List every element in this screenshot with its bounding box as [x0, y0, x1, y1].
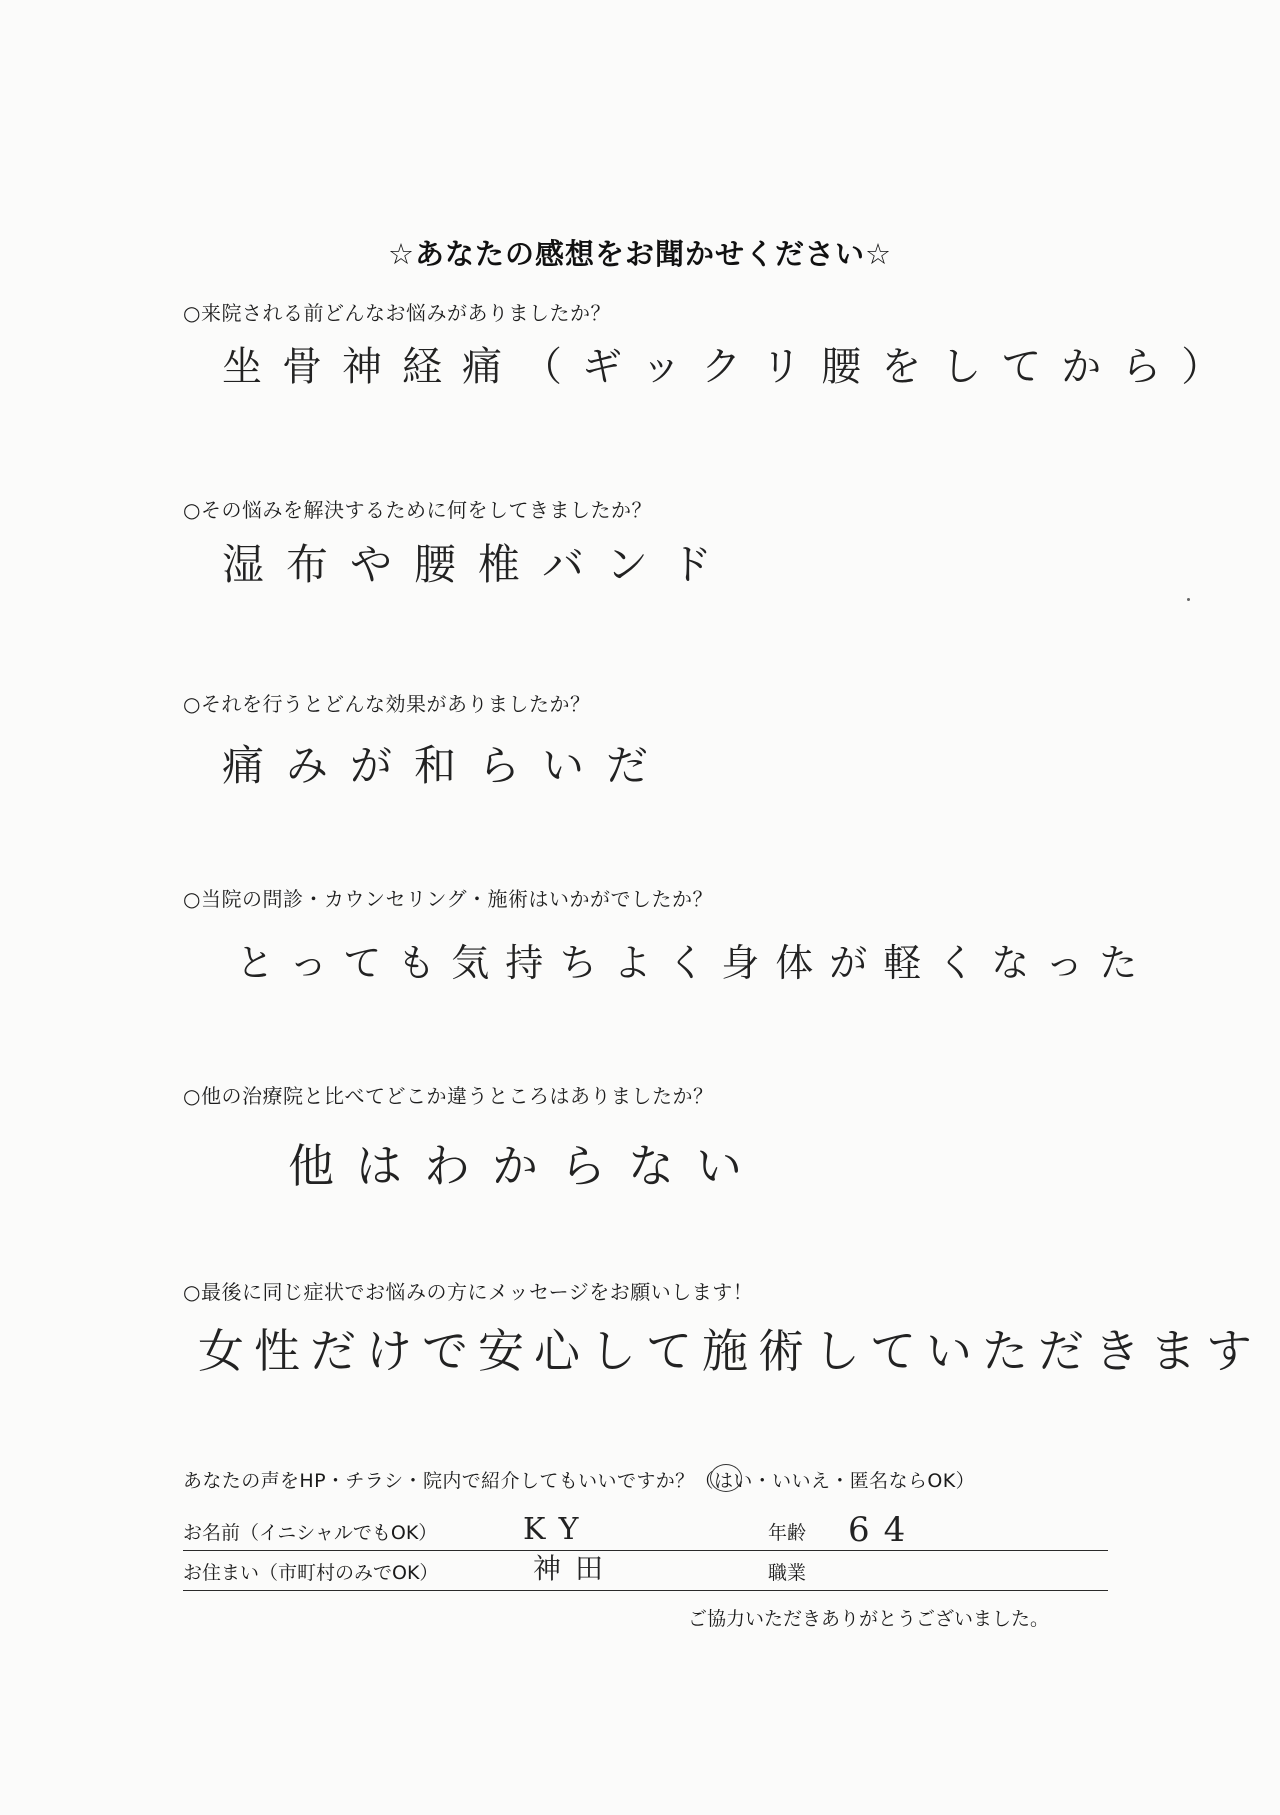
paper-speck [1187, 598, 1190, 601]
answer-4: とっても気持ちよく身体が軽くなった [236, 941, 1154, 985]
answer-3: 痛みが和らいだ [222, 741, 671, 790]
publish-consent [183, 1466, 975, 1493]
address-job-row [183, 1552, 1108, 1591]
age-value: 64 [848, 1510, 920, 1550]
question-1: ○来院される前どんなお悩みがありましたか？ [183, 301, 611, 325]
question-6: ○最後に同じ症状でお悩みの方にメッセージをお願いします！ [183, 1280, 754, 1304]
name-age-row [183, 1510, 1108, 1551]
name-label: お名前（イニシャルでもOK） [183, 1522, 438, 1544]
question-4: ○当院の問診・カウンセリング・施術はいかがでしたか？ [183, 887, 714, 911]
thanks-message: ご協力いただきありがとうございました。 [688, 1608, 1050, 1630]
consent-yes-circled: はい [714, 1466, 753, 1493]
answer-1: 坐骨神経痛（ギックリ腰をしてから） [222, 344, 1242, 390]
answer-6: 女性だけで安心して施術していただきます [198, 1324, 1262, 1378]
age-label: 年齢 [768, 1522, 807, 1544]
answer-5: 他はわからない [288, 1139, 764, 1193]
answer-2: 湿布や腰椎バンド [222, 540, 735, 589]
question-2: ○その悩みを解決するために何をしてきましたか？ [183, 498, 652, 522]
name-value: KY [523, 1512, 593, 1547]
address-value: 神田 [533, 1552, 618, 1585]
consent-prefix: あなたの声をHP・チラシ・院内で紹介してもいいですか？（ [183, 1470, 714, 1492]
job-label: 職業 [768, 1562, 807, 1584]
question-5: ○他の治療院と比べてどこか違うところはありましたか？ [183, 1084, 714, 1108]
address-label: お住まい（市町村のみでOK） [183, 1562, 439, 1584]
question-3: ○それを行うとどんな効果がありましたか？ [183, 692, 591, 716]
consent-rest: ・いいえ・匿名ならOK） [752, 1470, 975, 1492]
survey-title: ☆あなたの感想をお聞かせください☆ [388, 237, 892, 271]
